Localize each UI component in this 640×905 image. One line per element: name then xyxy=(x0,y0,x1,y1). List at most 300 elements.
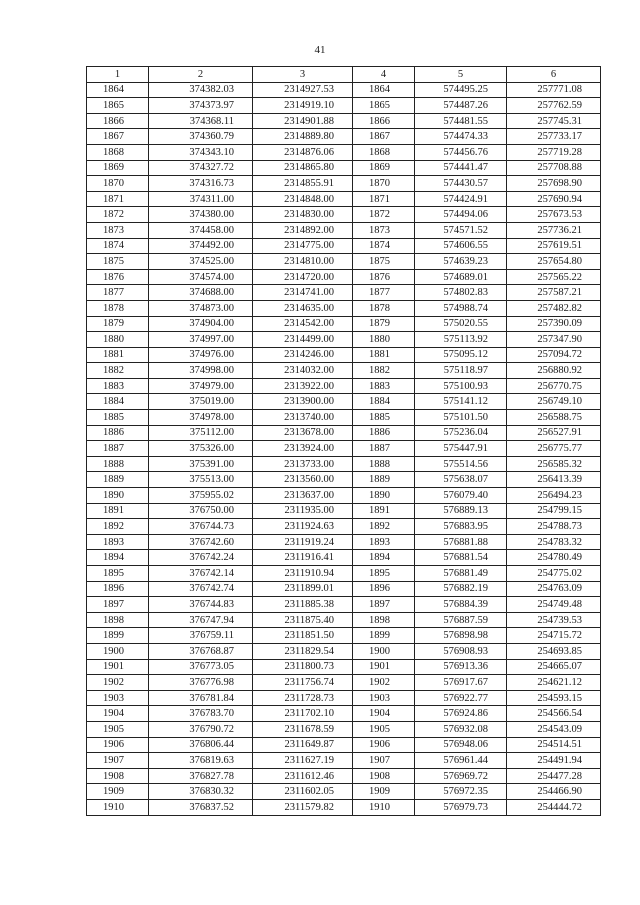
table-row xyxy=(87,628,601,644)
table-row xyxy=(87,160,601,176)
cell-y-coordinate: 2313740.00 xyxy=(253,410,353,426)
cell-y-coordinate-alt: 254788.73 xyxy=(507,519,601,535)
cell-point-number-alt: 1875 xyxy=(353,254,415,270)
cell-x-coordinate-alt: 575141.12 xyxy=(415,394,507,410)
cell-y-coordinate-alt: 256588.75 xyxy=(507,410,601,426)
cell-y-coordinate-alt: 257745.31 xyxy=(507,113,601,129)
cell-y-coordinate: 2314889.80 xyxy=(253,129,353,145)
cell-y-coordinate: 2314927.53 xyxy=(253,82,353,98)
cell-y-coordinate: 2311935.00 xyxy=(253,503,353,519)
cell-x-coordinate-alt: 574494.06 xyxy=(415,207,507,223)
cell-point-number: 1901 xyxy=(87,659,149,675)
cell-x-coordinate-alt: 574689.01 xyxy=(415,269,507,285)
cell-x-coordinate-alt: 574474.33 xyxy=(415,129,507,145)
cell-y-coordinate-alt: 257690.94 xyxy=(507,191,601,207)
cell-y-coordinate-alt: 254665.07 xyxy=(507,659,601,675)
cell-x-coordinate-alt: 576887.59 xyxy=(415,612,507,628)
cell-point-number: 1875 xyxy=(87,254,149,270)
cell-y-coordinate-alt: 257482.82 xyxy=(507,300,601,316)
cell-x-coordinate-alt: 576882.19 xyxy=(415,581,507,597)
cell-point-number-alt: 1883 xyxy=(353,378,415,394)
cell-point-number-alt: 1901 xyxy=(353,659,415,675)
table-row xyxy=(87,176,601,192)
cell-point-number: 1869 xyxy=(87,160,149,176)
cell-y-coordinate-alt: 257347.90 xyxy=(507,332,601,348)
cell-y-coordinate: 2311627.19 xyxy=(253,753,353,769)
cell-point-number-alt: 1884 xyxy=(353,394,415,410)
cell-x-coordinate: 376783.70 xyxy=(149,706,253,722)
cell-point-number: 1876 xyxy=(87,269,149,285)
cell-y-coordinate: 2314876.06 xyxy=(253,144,353,160)
cell-x-coordinate-alt: 574481.55 xyxy=(415,113,507,129)
cell-point-number-alt: 1881 xyxy=(353,347,415,363)
cell-y-coordinate-alt: 254749.48 xyxy=(507,597,601,613)
cell-x-coordinate: 376768.87 xyxy=(149,643,253,659)
cell-x-coordinate: 376773.05 xyxy=(149,659,253,675)
table-row xyxy=(87,332,601,348)
cell-point-number-alt: 1903 xyxy=(353,690,415,706)
page-number: 41 xyxy=(314,44,326,56)
cell-point-number-alt: 1866 xyxy=(353,113,415,129)
cell-x-coordinate-alt: 574988.74 xyxy=(415,300,507,316)
table-row xyxy=(87,550,601,566)
table-row xyxy=(87,472,601,488)
cell-point-number-alt: 1876 xyxy=(353,269,415,285)
cell-point-number: 1902 xyxy=(87,675,149,691)
cell-y-coordinate: 2313900.00 xyxy=(253,394,353,410)
cell-y-coordinate: 2314855.91 xyxy=(253,176,353,192)
cell-y-coordinate-alt: 257390.09 xyxy=(507,316,601,332)
cell-y-coordinate-alt: 254491.94 xyxy=(507,753,601,769)
cell-point-number-alt: 1897 xyxy=(353,597,415,613)
cell-x-coordinate-alt: 574571.52 xyxy=(415,222,507,238)
cell-y-coordinate: 2311756.74 xyxy=(253,675,353,691)
cell-y-coordinate-alt: 257698.90 xyxy=(507,176,601,192)
cell-y-coordinate: 2311829.54 xyxy=(253,643,353,659)
column-header-3: 3 xyxy=(253,67,353,83)
cell-x-coordinate: 374904.00 xyxy=(149,316,253,332)
cell-x-coordinate: 374979.00 xyxy=(149,378,253,394)
cell-y-coordinate: 2314741.00 xyxy=(253,285,353,301)
cell-y-coordinate: 2311702.10 xyxy=(253,706,353,722)
cell-point-number-alt: 1886 xyxy=(353,425,415,441)
cell-x-coordinate: 374343.10 xyxy=(149,144,253,160)
cell-y-coordinate-alt: 257719.28 xyxy=(507,144,601,160)
table-row xyxy=(87,503,601,519)
cell-y-coordinate: 2311851.50 xyxy=(253,628,353,644)
cell-point-number-alt: 1891 xyxy=(353,503,415,519)
cell-point-number: 1883 xyxy=(87,378,149,394)
cell-x-coordinate: 374373.97 xyxy=(149,98,253,114)
cell-x-coordinate: 374873.00 xyxy=(149,300,253,316)
table-row xyxy=(87,300,601,316)
cell-x-coordinate: 376806.44 xyxy=(149,737,253,753)
cell-x-coordinate-alt: 576917.67 xyxy=(415,675,507,691)
table-row xyxy=(87,254,601,270)
cell-point-number-alt: 1869 xyxy=(353,160,415,176)
cell-x-coordinate: 374458.00 xyxy=(149,222,253,238)
cell-x-coordinate: 376837.52 xyxy=(149,799,253,815)
cell-x-coordinate: 374574.00 xyxy=(149,269,253,285)
cell-point-number-alt: 1906 xyxy=(353,737,415,753)
cell-x-coordinate: 374316.73 xyxy=(149,176,253,192)
table-row xyxy=(87,675,601,691)
cell-point-number: 1906 xyxy=(87,737,149,753)
cell-point-number: 1888 xyxy=(87,456,149,472)
cell-y-coordinate: 2313922.00 xyxy=(253,378,353,394)
table-row xyxy=(87,519,601,535)
cell-x-coordinate-alt: 575118.97 xyxy=(415,363,507,379)
cell-x-coordinate: 376744.83 xyxy=(149,597,253,613)
cell-point-number: 1904 xyxy=(87,706,149,722)
cell-y-coordinate-alt: 254593.15 xyxy=(507,690,601,706)
table-row xyxy=(87,425,601,441)
cell-x-coordinate-alt: 574424.91 xyxy=(415,191,507,207)
cell-point-number: 1865 xyxy=(87,98,149,114)
cell-point-number: 1871 xyxy=(87,191,149,207)
cell-x-coordinate-alt: 576948.06 xyxy=(415,737,507,753)
cell-x-coordinate-alt: 574487.26 xyxy=(415,98,507,114)
cell-y-coordinate: 2314901.88 xyxy=(253,113,353,129)
table-row xyxy=(87,113,601,129)
column-header-5: 5 xyxy=(415,67,507,83)
cell-point-number-alt: 1908 xyxy=(353,768,415,784)
cell-point-number: 1866 xyxy=(87,113,149,129)
cell-y-coordinate-alt: 256527.91 xyxy=(507,425,601,441)
cell-x-coordinate-alt: 575638.07 xyxy=(415,472,507,488)
cell-point-number: 1882 xyxy=(87,363,149,379)
table-row xyxy=(87,753,601,769)
cell-y-coordinate-alt: 256413.39 xyxy=(507,472,601,488)
column-header-4: 4 xyxy=(353,67,415,83)
cell-x-coordinate-alt: 574430.57 xyxy=(415,176,507,192)
table-row xyxy=(87,488,601,504)
cell-point-number: 1907 xyxy=(87,753,149,769)
cell-point-number-alt: 1877 xyxy=(353,285,415,301)
cell-y-coordinate-alt: 257619.51 xyxy=(507,238,601,254)
cell-point-number: 1900 xyxy=(87,643,149,659)
cell-point-number-alt: 1890 xyxy=(353,488,415,504)
cell-point-number: 1908 xyxy=(87,768,149,784)
cell-point-number: 1905 xyxy=(87,721,149,737)
cell-y-coordinate-alt: 254693.85 xyxy=(507,643,601,659)
cell-x-coordinate-alt: 575101.50 xyxy=(415,410,507,426)
cell-x-coordinate: 374368.11 xyxy=(149,113,253,129)
cell-y-coordinate-alt: 257094.72 xyxy=(507,347,601,363)
cell-y-coordinate-alt: 254780.49 xyxy=(507,550,601,566)
cell-point-number: 1877 xyxy=(87,285,149,301)
cell-point-number-alt: 1895 xyxy=(353,566,415,582)
cell-point-number-alt: 1873 xyxy=(353,222,415,238)
cell-y-coordinate: 2311885.38 xyxy=(253,597,353,613)
cell-x-coordinate: 374327.72 xyxy=(149,160,253,176)
cell-point-number: 1868 xyxy=(87,144,149,160)
cell-y-coordinate: 2314499.00 xyxy=(253,332,353,348)
cell-point-number: 1892 xyxy=(87,519,149,535)
cell-point-number-alt: 1885 xyxy=(353,410,415,426)
table-row xyxy=(87,129,601,145)
cell-x-coordinate-alt: 574441.47 xyxy=(415,160,507,176)
cell-x-coordinate-alt: 576079.40 xyxy=(415,488,507,504)
cell-point-number: 1880 xyxy=(87,332,149,348)
cell-point-number-alt: 1896 xyxy=(353,581,415,597)
cell-point-number: 1897 xyxy=(87,597,149,613)
cell-x-coordinate-alt: 575100.93 xyxy=(415,378,507,394)
cell-x-coordinate-alt: 574639.23 xyxy=(415,254,507,270)
cell-y-coordinate: 2314892.00 xyxy=(253,222,353,238)
cell-y-coordinate-alt: 256775.77 xyxy=(507,441,601,457)
cell-point-number-alt: 1871 xyxy=(353,191,415,207)
cell-x-coordinate-alt: 576884.39 xyxy=(415,597,507,613)
cell-y-coordinate: 2311579.82 xyxy=(253,799,353,815)
cell-y-coordinate-alt: 254514.51 xyxy=(507,737,601,753)
cell-point-number: 1896 xyxy=(87,581,149,597)
cell-point-number-alt: 1880 xyxy=(353,332,415,348)
cell-x-coordinate: 376747.94 xyxy=(149,612,253,628)
cell-x-coordinate-alt: 574606.55 xyxy=(415,238,507,254)
cell-y-coordinate-alt: 257673.53 xyxy=(507,207,601,223)
cell-y-coordinate-alt: 254763.09 xyxy=(507,581,601,597)
cell-x-coordinate-alt: 574802.83 xyxy=(415,285,507,301)
cell-point-number-alt: 1888 xyxy=(353,456,415,472)
cell-y-coordinate: 2314830.00 xyxy=(253,207,353,223)
cell-point-number-alt: 1887 xyxy=(353,441,415,457)
cell-y-coordinate: 2313924.00 xyxy=(253,441,353,457)
cell-point-number: 1895 xyxy=(87,566,149,582)
cell-y-coordinate: 2311910.94 xyxy=(253,566,353,582)
cell-x-coordinate: 375112.00 xyxy=(149,425,253,441)
cell-x-coordinate-alt: 575095.12 xyxy=(415,347,507,363)
cell-x-coordinate-alt: 576972.35 xyxy=(415,784,507,800)
cell-y-coordinate: 2311728.73 xyxy=(253,690,353,706)
cell-x-coordinate: 375513.00 xyxy=(149,472,253,488)
coordinates-table xyxy=(86,66,601,816)
column-header-6: 6 xyxy=(507,67,601,83)
cell-x-coordinate: 375019.00 xyxy=(149,394,253,410)
cell-x-coordinate: 374380.00 xyxy=(149,207,253,223)
table-row xyxy=(87,643,601,659)
cell-point-number-alt: 1905 xyxy=(353,721,415,737)
cell-y-coordinate: 2311919.24 xyxy=(253,534,353,550)
table-row xyxy=(87,597,601,613)
cell-y-coordinate-alt: 254466.90 xyxy=(507,784,601,800)
table-row xyxy=(87,82,601,98)
cell-x-coordinate: 374360.79 xyxy=(149,129,253,145)
cell-point-number: 1890 xyxy=(87,488,149,504)
cell-point-number: 1878 xyxy=(87,300,149,316)
cell-point-number-alt: 1899 xyxy=(353,628,415,644)
cell-point-number-alt: 1865 xyxy=(353,98,415,114)
cell-x-coordinate-alt: 575447.91 xyxy=(415,441,507,457)
cell-x-coordinate: 376742.60 xyxy=(149,534,253,550)
cell-point-number-alt: 1898 xyxy=(353,612,415,628)
cell-y-coordinate: 2313637.00 xyxy=(253,488,353,504)
cell-x-coordinate: 375391.00 xyxy=(149,456,253,472)
cell-y-coordinate: 2313560.00 xyxy=(253,472,353,488)
table-row xyxy=(87,207,601,223)
column-header-1: 1 xyxy=(87,67,149,83)
cell-point-number-alt: 1893 xyxy=(353,534,415,550)
cell-point-number-alt: 1882 xyxy=(353,363,415,379)
cell-x-coordinate: 376776.98 xyxy=(149,675,253,691)
cell-y-coordinate: 2314542.00 xyxy=(253,316,353,332)
cell-point-number-alt: 1872 xyxy=(353,207,415,223)
cell-y-coordinate-alt: 254566.54 xyxy=(507,706,601,722)
cell-y-coordinate-alt: 257762.59 xyxy=(507,98,601,114)
cell-x-coordinate: 376819.63 xyxy=(149,753,253,769)
cell-point-number: 1889 xyxy=(87,472,149,488)
cell-x-coordinate-alt: 576889.13 xyxy=(415,503,507,519)
cell-x-coordinate-alt: 574495.25 xyxy=(415,82,507,98)
cell-point-number-alt: 1870 xyxy=(353,176,415,192)
cell-x-coordinate-alt: 576883.95 xyxy=(415,519,507,535)
cell-point-number-alt: 1878 xyxy=(353,300,415,316)
cell-y-coordinate-alt: 256749.10 xyxy=(507,394,601,410)
cell-y-coordinate: 2314635.00 xyxy=(253,300,353,316)
cell-y-coordinate: 2311875.40 xyxy=(253,612,353,628)
cell-x-coordinate: 376790.72 xyxy=(149,721,253,737)
cell-y-coordinate-alt: 254775.02 xyxy=(507,566,601,582)
table-header-row xyxy=(87,67,601,83)
table-row xyxy=(87,222,601,238)
table-row xyxy=(87,784,601,800)
cell-x-coordinate-alt: 576924.86 xyxy=(415,706,507,722)
cell-y-coordinate: 2314032.00 xyxy=(253,363,353,379)
table-row xyxy=(87,363,601,379)
cell-point-number-alt: 1902 xyxy=(353,675,415,691)
cell-point-number: 1881 xyxy=(87,347,149,363)
cell-point-number: 1894 xyxy=(87,550,149,566)
cell-y-coordinate: 2311678.59 xyxy=(253,721,353,737)
cell-point-number-alt: 1889 xyxy=(353,472,415,488)
table-row xyxy=(87,441,601,457)
cell-x-coordinate-alt: 576961.44 xyxy=(415,753,507,769)
cell-x-coordinate: 376744.73 xyxy=(149,519,253,535)
cell-y-coordinate-alt: 256770.75 xyxy=(507,378,601,394)
cell-x-coordinate-alt: 576898.98 xyxy=(415,628,507,644)
cell-point-number: 1910 xyxy=(87,799,149,815)
table-row xyxy=(87,659,601,675)
cell-y-coordinate-alt: 257587.21 xyxy=(507,285,601,301)
cell-x-coordinate-alt: 575020.55 xyxy=(415,316,507,332)
cell-y-coordinate-alt: 257736.21 xyxy=(507,222,601,238)
cell-point-number-alt: 1900 xyxy=(353,643,415,659)
cell-y-coordinate: 2313733.00 xyxy=(253,456,353,472)
cell-x-coordinate-alt: 575113.92 xyxy=(415,332,507,348)
table-row xyxy=(87,394,601,410)
cell-point-number: 1873 xyxy=(87,222,149,238)
cell-x-coordinate-alt: 576881.88 xyxy=(415,534,507,550)
cell-point-number: 1887 xyxy=(87,441,149,457)
cell-point-number: 1909 xyxy=(87,784,149,800)
cell-x-coordinate: 376750.00 xyxy=(149,503,253,519)
table-body xyxy=(87,82,601,815)
cell-x-coordinate: 376759.11 xyxy=(149,628,253,644)
cell-x-coordinate: 374998.00 xyxy=(149,363,253,379)
cell-point-number-alt: 1867 xyxy=(353,129,415,145)
cell-x-coordinate-alt: 576881.54 xyxy=(415,550,507,566)
cell-point-number: 1891 xyxy=(87,503,149,519)
cell-point-number: 1879 xyxy=(87,316,149,332)
cell-y-coordinate-alt: 254739.53 xyxy=(507,612,601,628)
cell-y-coordinate-alt: 257771.08 xyxy=(507,82,601,98)
table-row xyxy=(87,581,601,597)
table-row xyxy=(87,98,601,114)
cell-point-number: 1899 xyxy=(87,628,149,644)
cell-y-coordinate: 2313678.00 xyxy=(253,425,353,441)
table-row xyxy=(87,410,601,426)
cell-y-coordinate: 2314246.00 xyxy=(253,347,353,363)
cell-point-number: 1864 xyxy=(87,82,149,98)
cell-x-coordinate-alt: 576969.72 xyxy=(415,768,507,784)
cell-point-number: 1870 xyxy=(87,176,149,192)
cell-y-coordinate: 2314865.80 xyxy=(253,160,353,176)
table-row xyxy=(87,799,601,815)
cell-x-coordinate: 376827.78 xyxy=(149,768,253,784)
cell-x-coordinate-alt: 575514.56 xyxy=(415,456,507,472)
cell-point-number-alt: 1894 xyxy=(353,550,415,566)
cell-y-coordinate-alt: 256585.32 xyxy=(507,456,601,472)
cell-point-number-alt: 1904 xyxy=(353,706,415,722)
cell-y-coordinate-alt: 254715.72 xyxy=(507,628,601,644)
cell-y-coordinate-alt: 257708.88 xyxy=(507,160,601,176)
column-header-2: 2 xyxy=(149,67,253,83)
cell-point-number-alt: 1864 xyxy=(353,82,415,98)
cell-x-coordinate: 374492.00 xyxy=(149,238,253,254)
cell-y-coordinate-alt: 257733.17 xyxy=(507,129,601,145)
cell-x-coordinate-alt: 576979.73 xyxy=(415,799,507,815)
cell-point-number-alt: 1879 xyxy=(353,316,415,332)
cell-x-coordinate-alt: 576922.77 xyxy=(415,690,507,706)
cell-x-coordinate: 374688.00 xyxy=(149,285,253,301)
cell-y-coordinate-alt: 254444.72 xyxy=(507,799,601,815)
cell-point-number-alt: 1892 xyxy=(353,519,415,535)
cell-point-number: 1903 xyxy=(87,690,149,706)
table-row xyxy=(87,768,601,784)
cell-y-coordinate: 2311800.73 xyxy=(253,659,353,675)
cell-y-coordinate: 2314720.00 xyxy=(253,269,353,285)
cell-y-coordinate-alt: 257565.22 xyxy=(507,269,601,285)
cell-x-coordinate: 376742.14 xyxy=(149,566,253,582)
table-row xyxy=(87,534,601,550)
cell-y-coordinate: 2311916.41 xyxy=(253,550,353,566)
table-row xyxy=(87,378,601,394)
cell-point-number-alt: 1907 xyxy=(353,753,415,769)
cell-x-coordinate-alt: 576932.08 xyxy=(415,721,507,737)
cell-x-coordinate-alt: 575236.04 xyxy=(415,425,507,441)
cell-x-coordinate-alt: 576881.49 xyxy=(415,566,507,582)
cell-y-coordinate-alt: 254543.09 xyxy=(507,721,601,737)
cell-y-coordinate-alt: 254477.28 xyxy=(507,768,601,784)
cell-x-coordinate: 374997.00 xyxy=(149,332,253,348)
table-row xyxy=(87,347,601,363)
cell-x-coordinate: 374311.00 xyxy=(149,191,253,207)
cell-y-coordinate: 2311649.87 xyxy=(253,737,353,753)
cell-y-coordinate: 2314919.10 xyxy=(253,98,353,114)
table-row xyxy=(87,285,601,301)
cell-x-coordinate: 375955.02 xyxy=(149,488,253,504)
cell-point-number: 1867 xyxy=(87,129,149,145)
cell-y-coordinate-alt: 254621.12 xyxy=(507,675,601,691)
table-row xyxy=(87,737,601,753)
table-row xyxy=(87,566,601,582)
cell-x-coordinate: 374978.00 xyxy=(149,410,253,426)
cell-x-coordinate: 374525.00 xyxy=(149,254,253,270)
table-row xyxy=(87,269,601,285)
cell-point-number: 1893 xyxy=(87,534,149,550)
cell-y-coordinate: 2314810.00 xyxy=(253,254,353,270)
cell-y-coordinate-alt: 254799.15 xyxy=(507,503,601,519)
